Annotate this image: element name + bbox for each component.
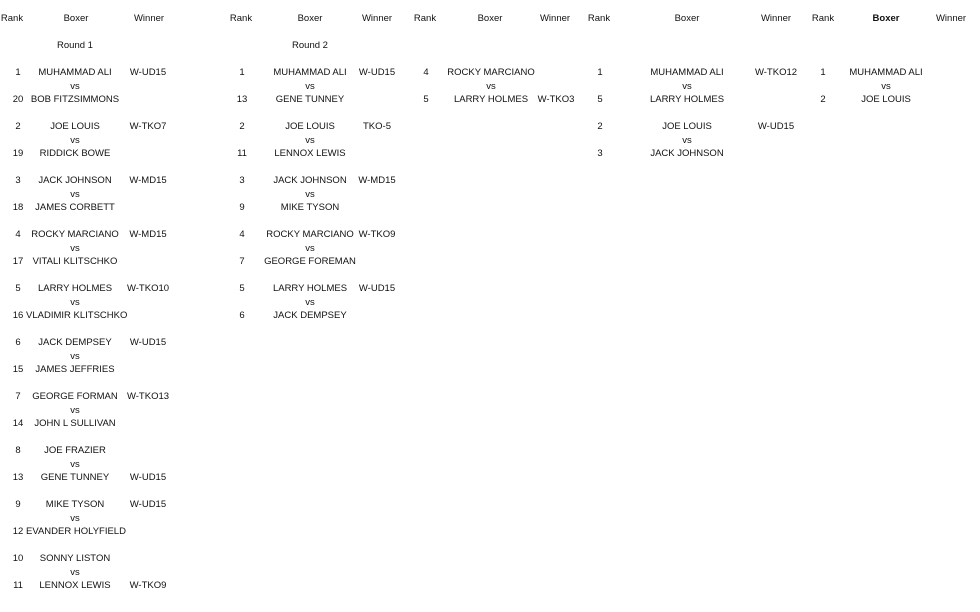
winner-result: W-UD15 — [129, 499, 167, 510]
boxer-a: JOE LOUIS — [662, 121, 712, 132]
winner-result: W-MD15 — [358, 175, 396, 186]
boxer-a: MUHAMMAD ALI — [849, 67, 923, 78]
winner-result: W-TKO3 — [537, 94, 575, 105]
rank-b: 20 — [12, 94, 24, 105]
winner-result: W-UD15 — [129, 472, 167, 483]
rank-b: 9 — [239, 202, 245, 213]
rank-b: 5 — [423, 94, 429, 105]
header-boxer: Boxer — [477, 13, 503, 24]
header-boxer: Boxer — [674, 13, 700, 24]
boxer-b: BOB FITZSIMMONS — [30, 94, 120, 105]
rank-b: 19 — [12, 148, 24, 159]
header-winner: Winner — [361, 13, 393, 24]
winner-result: W-UD15 — [129, 67, 167, 78]
boxer-a: LARRY HOLMES — [272, 283, 348, 294]
vs-label: vs — [70, 81, 80, 92]
header-boxer: Boxer — [297, 13, 323, 24]
rank-a: 2 — [15, 121, 21, 132]
winner-result: W-TKO9 — [129, 580, 167, 591]
boxer-a: MUHAMMAD ALI — [650, 67, 724, 78]
boxer-a: SONNY LISTON — [39, 553, 111, 564]
rank-b: 11 — [237, 148, 247, 159]
rank-b: 7 — [239, 256, 245, 267]
rank-a: 8 — [15, 445, 21, 456]
vs-label: vs — [70, 567, 80, 578]
winner-result: W-TKO10 — [126, 283, 170, 294]
header-winner: Winner — [539, 13, 571, 24]
rank-b: 18 — [12, 202, 24, 213]
rank-b: 16 — [12, 310, 24, 321]
vs-label: vs — [305, 297, 315, 308]
boxer-b: JACK JOHNSON — [650, 148, 724, 159]
boxer-b: MIKE TYSON — [280, 202, 340, 213]
winner-result: W-MD15 — [129, 175, 167, 186]
rank-b: 13 — [236, 94, 248, 105]
boxer-a: MUHAMMAD ALI — [38, 67, 112, 78]
rank-a: 1 — [239, 67, 245, 78]
boxer-b: JACK DEMPSEY — [273, 310, 347, 321]
header-winner: Winner — [133, 13, 165, 24]
vs-label: vs — [70, 297, 80, 308]
header-winner: Winner — [935, 13, 967, 24]
winner-result: W-TKO7 — [129, 121, 167, 132]
boxer-b: LENNOX LEWIS — [39, 580, 111, 591]
rank-a: 5 — [239, 283, 245, 294]
header-rank: Rank — [587, 13, 611, 24]
vs-label: vs — [486, 81, 496, 92]
boxer-a: LARRY HOLMES — [37, 283, 113, 294]
header-rank: Rank — [0, 13, 24, 24]
rank-a: 3 — [239, 175, 245, 186]
rank-a: 7 — [15, 391, 21, 402]
rank-a: 4 — [15, 229, 21, 240]
rank-a: 10 — [12, 553, 24, 564]
rank-b: 13 — [12, 472, 24, 483]
boxer-a: JOE LOUIS — [50, 121, 100, 132]
rank-b: 2 — [820, 94, 826, 105]
boxer-b: JAMES CORBETT — [35, 202, 115, 213]
boxer-a: JOE FRAZIER — [44, 445, 106, 456]
boxer-b: LARRY HOLMES — [649, 94, 725, 105]
boxer-a: JACK JOHNSON — [273, 175, 347, 186]
vs-label: vs — [70, 351, 80, 362]
rank-a: 4 — [423, 67, 429, 78]
vs-label: vs — [70, 189, 80, 200]
boxer-b: GEORGE FOREMAN — [264, 256, 356, 267]
winner-result: W-TKO9 — [358, 229, 396, 240]
boxer-b: RIDDICK BOWE — [39, 148, 111, 159]
header-rank: Rank — [811, 13, 835, 24]
boxer-b: JOE LOUIS — [861, 94, 911, 105]
winner-result: W-MD15 — [129, 229, 167, 240]
rank-b: 17 — [12, 256, 24, 267]
vs-label: vs — [305, 189, 315, 200]
vs-label: vs — [305, 243, 315, 254]
winner-result: TKO-5 — [363, 121, 391, 132]
rank-b: 12 — [12, 526, 24, 537]
vs-label: vs — [305, 135, 315, 146]
rank-b: 15 — [12, 364, 24, 375]
rank-a: 5 — [15, 283, 21, 294]
rank-a: 6 — [15, 337, 21, 348]
boxer-a: ROCKY MARCIANO — [447, 67, 535, 78]
winner-result: W-UD15 — [757, 121, 795, 132]
boxer-b: VLADIMIR KLITSCHKO — [26, 310, 128, 321]
boxer-b: JOHN L SULLIVAN — [34, 418, 116, 429]
vs-label: vs — [70, 459, 80, 470]
header-rank: Rank — [229, 13, 253, 24]
winner-result: W-TKO13 — [126, 391, 170, 402]
vs-label: vs — [70, 513, 80, 524]
boxer-a: ROCKY MARCIANO — [31, 229, 119, 240]
vs-label: vs — [682, 135, 692, 146]
boxer-b: JAMES JEFFRIES — [35, 364, 115, 375]
rank-b: 11 — [13, 580, 23, 591]
boxer-a: MIKE TYSON — [45, 499, 105, 510]
rank-a: 4 — [239, 229, 245, 240]
rank-a: 2 — [239, 121, 245, 132]
header-winner: Winner — [760, 13, 792, 24]
rank-a: 1 — [820, 67, 826, 78]
boxer-b: GENE TUNNEY — [275, 94, 345, 105]
round-label: Round 1 — [57, 40, 93, 51]
boxer-b: EVANDER HOLYFIELD — [26, 526, 126, 537]
header-boxer: Boxer — [63, 13, 89, 24]
vs-label: vs — [682, 81, 692, 92]
vs-label: vs — [881, 81, 891, 92]
rank-a: 1 — [597, 67, 603, 78]
boxer-a: JACK DEMPSEY — [38, 337, 112, 348]
rank-a: 2 — [597, 121, 603, 132]
rank-a: 3 — [15, 175, 21, 186]
vs-label: vs — [305, 81, 315, 92]
vs-label: vs — [70, 135, 80, 146]
winner-result: W-UD15 — [129, 337, 167, 348]
rank-b: 6 — [239, 310, 245, 321]
rank-b: 3 — [597, 148, 603, 159]
boxer-a: JOE LOUIS — [285, 121, 335, 132]
winner-result: W-UD15 — [358, 283, 396, 294]
round-label: Round 2 — [292, 40, 328, 51]
winner-result: W-UD15 — [358, 67, 396, 78]
boxer-a: MUHAMMAD ALI — [273, 67, 347, 78]
boxer-b: GENE TUNNEY — [40, 472, 110, 483]
boxer-b: LARRY HOLMES — [453, 94, 529, 105]
header-boxer: Boxer — [872, 13, 900, 24]
rank-a: 1 — [15, 67, 21, 78]
rank-b: 14 — [12, 418, 24, 429]
rank-b: 5 — [597, 94, 603, 105]
vs-label: vs — [70, 243, 80, 254]
winner-result: W-TKO12 — [754, 67, 798, 78]
boxer-a: JACK JOHNSON — [38, 175, 112, 186]
rank-a: 9 — [15, 499, 21, 510]
header-rank: Rank — [413, 13, 437, 24]
boxer-a: ROCKY MARCIANO — [266, 229, 354, 240]
boxer-a: GEORGE FORMAN — [32, 391, 118, 402]
boxer-b: VITALI KLITSCHKO — [32, 256, 118, 267]
vs-label: vs — [70, 405, 80, 416]
boxer-b: LENNOX LEWIS — [274, 148, 346, 159]
